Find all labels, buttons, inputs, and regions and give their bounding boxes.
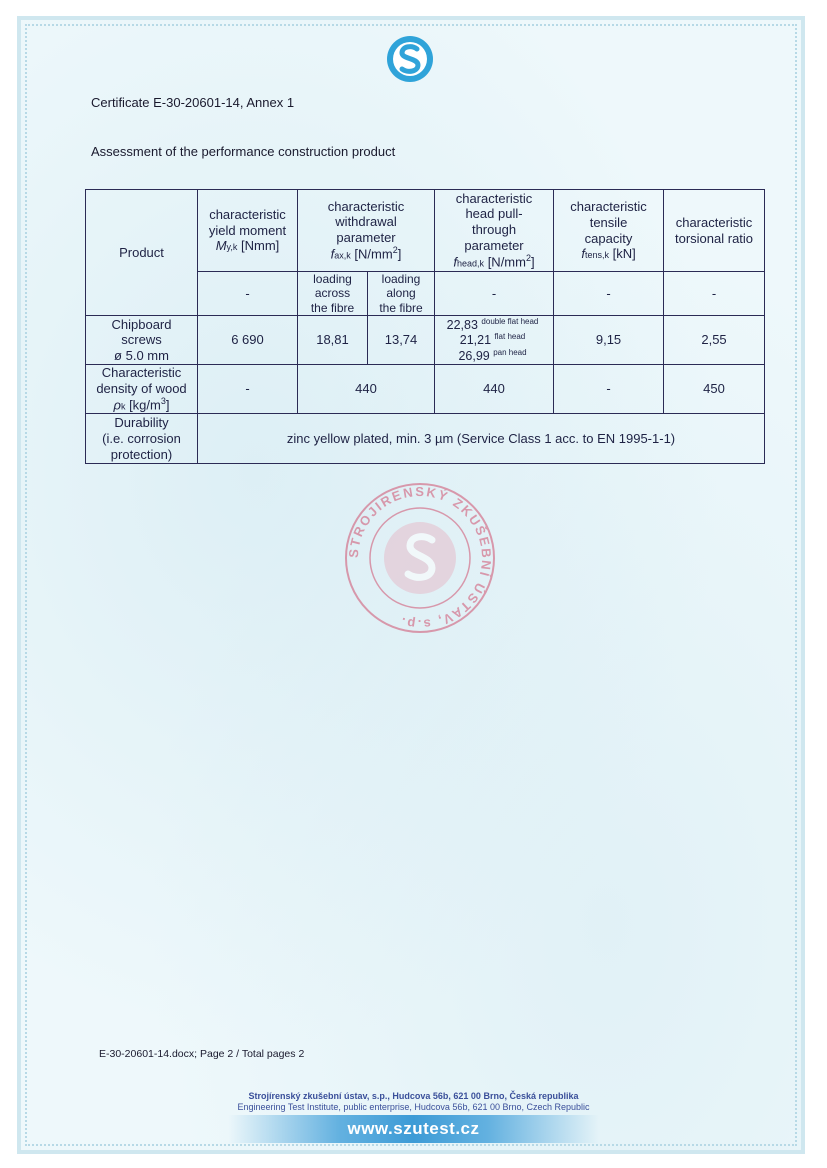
website-link[interactable]: www.szutest.cz: [347, 1119, 480, 1138]
sub-loading-across: loading across the fibre: [298, 272, 368, 316]
header-tensile-capacity: characteristic tensile capacity ftens,k [kN]: [554, 190, 664, 272]
row-label-durability: Durability (i.e. corrosion protection): [86, 414, 198, 464]
performance-table: [85, 189, 765, 464]
assessment-heading: Assessment of the performance construction product: [91, 144, 396, 159]
cell-density-yield: -: [198, 365, 298, 414]
cell-torsional-value: 2,55: [664, 316, 765, 365]
sub-head: -: [435, 272, 554, 316]
cell-density-withdrawal: 440: [298, 365, 435, 414]
header-product: Product: [86, 190, 198, 316]
sub-torsional: -: [664, 272, 765, 316]
cell-density-torsional: 450: [664, 365, 765, 414]
address-czech: Strojírenský zkušební ústav, s.p., Hudcova 56b, 621 00 Brno, Česká republika: [248, 1091, 579, 1101]
cell-density-head: 440: [435, 365, 554, 414]
cell-density-tensile: -: [554, 365, 664, 414]
cell-durability-value: zinc yellow plated, min. 3 µm (Service Class 1 acc. to EN 1995-1-1): [198, 414, 765, 464]
row-label-chipboard-screws: Chipboard screws ø 5.0 mm: [86, 316, 198, 365]
cell-head-values: [435, 316, 554, 365]
row-label-density: Characteristic density of wood ρk $[kg/m^3]$: [86, 365, 198, 414]
official-stamp-icon: [340, 478, 500, 638]
szu-logo-icon: [386, 35, 434, 83]
cell-yield-value: 6 690: [198, 316, 298, 365]
head-value-double-flat: 22,83 $^{double flat head}$: [446, 316, 539, 333]
address-english: Engineering Test Institute, public enterprise, Hudcova 56b, 621 00 Brno, Czech Republic: [237, 1102, 590, 1112]
header-withdrawal: characteristic withdrawal parameter fax,k $[N/mm^2]$: [298, 190, 435, 272]
table-header-row: [86, 190, 765, 272]
sub-yield: -: [198, 272, 298, 316]
svg-text:STROJIRENSKÝ ZKUŠEBNÍ ÚSTAV, s: STROJIRENSKÝ ZKUŠEBNÍ ÚSTAV, s.p.: [345, 483, 495, 633]
table-row: [86, 414, 765, 464]
website-banner: [228, 1115, 599, 1143]
head-value-flat: 21,21 $^{flat head}$: [459, 332, 526, 348]
sub-loading-along: loading along the fibre: [368, 272, 435, 316]
document-reference: E-30-20601-14.docx; Page 2 / Total pages 2: [99, 1048, 305, 1060]
header-torsional-ratio: characteristic torsional ratio: [664, 190, 765, 272]
sub-tensile: -: [554, 272, 664, 316]
cell-across-value: 18,81: [298, 316, 368, 365]
header-head-pull-through: characteristic head pull- through parameter fhead,k $[N/mm^2]$: [435, 190, 554, 272]
header-yield-moment: characteristic yield moment My,k [Nmm]: [198, 190, 298, 272]
head-value-pan: 26,99 $^{pan head}$: [458, 347, 527, 364]
cell-along-value: 13,74: [368, 316, 435, 365]
certificate-title: Certificate E-30-20601-14, Annex 1: [91, 95, 295, 110]
cell-tensile-value: 9,15: [554, 316, 664, 365]
table-row: [86, 365, 765, 414]
table-row: [86, 316, 765, 365]
